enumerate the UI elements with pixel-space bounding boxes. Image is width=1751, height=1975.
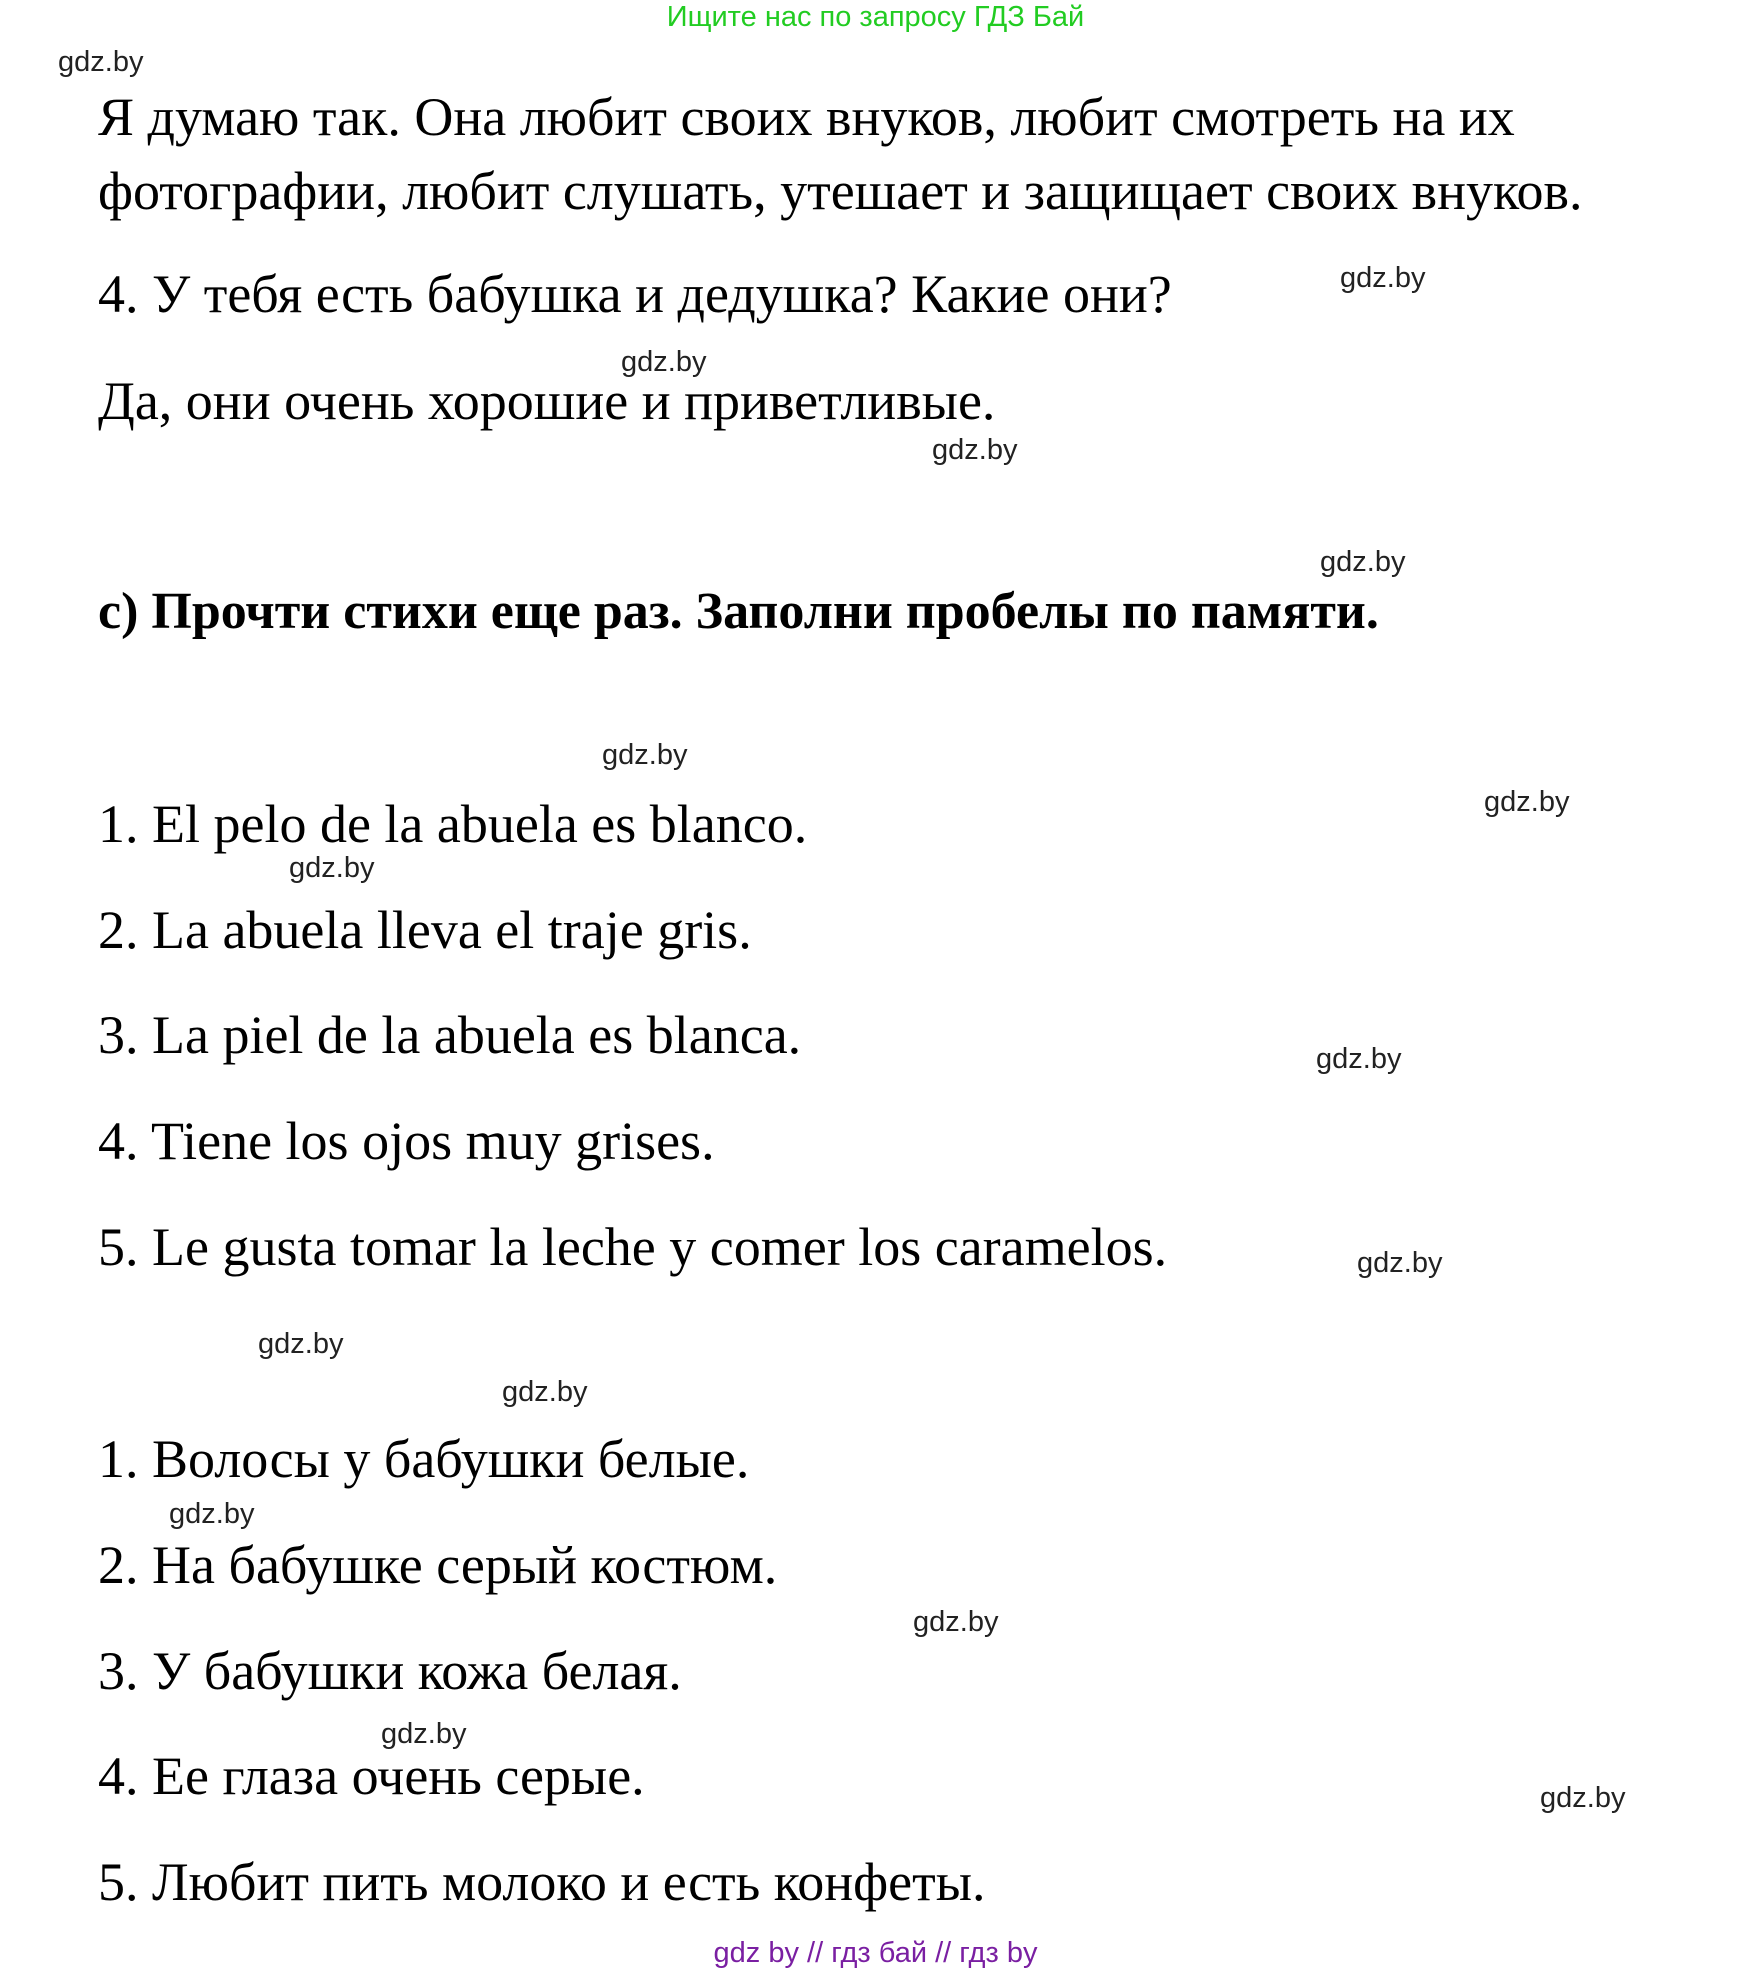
watermark: gdz.by (1540, 1782, 1626, 1814)
spanish-item-3: 3. La piel de la abuela es blanca. (98, 1005, 802, 1065)
russian-item-1: 1. Волосы у бабушки белые. (98, 1429, 750, 1489)
question-4: 4. У тебя есть бабушка и дедушка? Какие они? (98, 264, 1172, 324)
watermark: gdz.by (169, 1498, 255, 1530)
watermark: gdz.by (621, 346, 707, 378)
watermark: gdz.by (932, 434, 1018, 466)
answer-4: Да, они очень хорошие и приветливые. (98, 371, 996, 431)
watermark: gdz.by (289, 852, 375, 884)
watermark: gdz.by (1316, 1043, 1402, 1075)
watermark: gdz.by (602, 739, 688, 771)
watermark: gdz.by (58, 46, 144, 78)
watermark: gdz.by (502, 1376, 588, 1408)
watermark: gdz.by (1357, 1247, 1443, 1279)
watermark: gdz.by (381, 1718, 467, 1750)
watermark: gdz.by (1320, 546, 1406, 578)
watermark: gdz.by (913, 1606, 999, 1638)
watermark: gdz.by (258, 1328, 344, 1360)
russian-item-5: 5. Любит пить молоко и есть конфеты. (98, 1852, 986, 1912)
watermark: gdz.by (1340, 262, 1426, 294)
russian-item-3: 3. У бабушки кожа белая. (98, 1641, 682, 1701)
spanish-item-4: 4. Tiene los ojos muy grises. (98, 1111, 715, 1171)
spanish-item-2: 2. La abuela lleva el traje gris. (98, 900, 752, 960)
section-c-heading: c) Прочти стихи еще раз. Заполни пробелы по памяти. (98, 583, 1379, 640)
answer-line-1: Я думаю так. Она любит своих внуков, любит смотреть на их (98, 87, 1515, 147)
spanish-item-5: 5. Le gusta tomar la leche y comer los caramelos. (98, 1217, 1168, 1277)
footer-links: gdz by // гдз бай // гдз by (713, 1937, 1038, 1969)
russian-item-4: 4. Ее глаза очень серые. (98, 1746, 645, 1806)
russian-item-2: 2. На бабушке серый костюм. (98, 1535, 778, 1595)
watermark: gdz.by (1484, 786, 1570, 818)
top-banner: Ищите нас по запросу ГДЗ Бай (666, 1, 1085, 33)
answer-line-2: фотографии, любит слушать, утешает и защищает своих внуков. (98, 161, 1583, 221)
spanish-item-1: 1. El pelo de la abuela es blanco. (98, 794, 808, 854)
